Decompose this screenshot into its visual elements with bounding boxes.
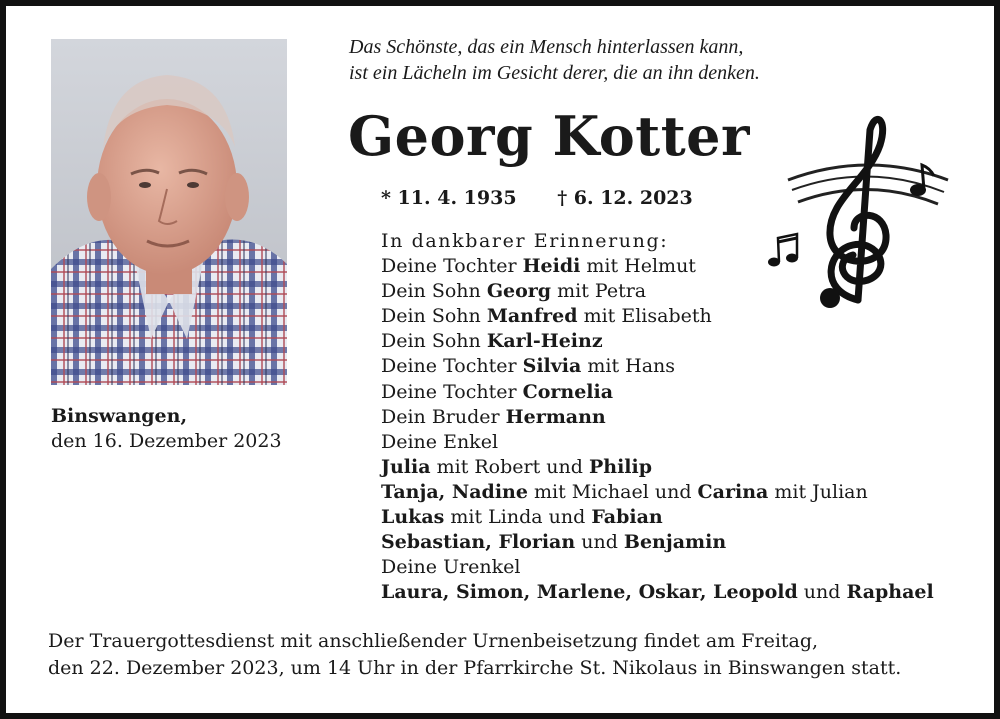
mourner-relation: mit Julian: [768, 480, 868, 503]
mourner-line: [381, 480, 934, 505]
mourner-name: Benjamin: [623, 531, 727, 554]
mourner-relation: Deine Urenkel: [381, 556, 521, 579]
mourner-relation: Dein Bruder: [381, 405, 506, 428]
mourner-name: Silvia: [522, 355, 582, 378]
place-town: Binswangen,: [51, 405, 188, 427]
service-line-2: den 22. Dezember 2023, um 14 Uhr in der Pfarrkirche St. Nikolaus in Binswangen statt.: [48, 657, 902, 679]
mourner-line: [381, 329, 934, 354]
place-date: den 16. Dezember 2023: [51, 430, 282, 452]
mourner-name: Cornelia: [522, 380, 614, 403]
mourner-relation: Deine Tochter: [381, 355, 523, 378]
portrait-photo: [51, 39, 287, 385]
mourner-relation: mit Elisabeth: [577, 305, 712, 328]
service-line-1: Der Trauergottesdienst mit anschließender Urnenbeisetzung findet am Freitag,: [48, 630, 819, 652]
mourner-relation: Deine Enkel: [381, 430, 499, 453]
mourner-line: [381, 555, 934, 580]
mourner-relation: mit Michael und: [527, 480, 698, 503]
mourner-relation: Dein Sohn: [381, 330, 487, 353]
obituary-card: [6, 6, 994, 713]
mourners-intro: In dankbarer Erinnerung:: [381, 230, 669, 252]
mourner-name: Julia: [381, 455, 431, 478]
mourner-name: Lukas: [381, 506, 445, 529]
birth-date: * 11. 4. 1935: [381, 187, 517, 209]
mourner-name: Laura, Simon, Marlene, Oskar, Leopold: [381, 581, 798, 604]
mourner-line: [381, 580, 934, 605]
place-and-date: [51, 404, 282, 454]
mourner-name: Sebastian, Florian: [381, 531, 576, 554]
mourner-name: Heidi: [522, 255, 581, 278]
life-dates: [381, 187, 693, 209]
quote-line-2: ist ein Lächeln im Gesicht derer, die an ihn denken.: [349, 62, 760, 84]
quote-line-1: Das Schönste, das ein Mensch hinterlassen kann,: [349, 36, 744, 58]
mourner-line: [381, 430, 934, 455]
mourner-relation: mit Hans: [581, 355, 676, 378]
mourner-relation: Deine Tochter: [381, 255, 523, 278]
mourner-relation: Dein Sohn: [381, 280, 487, 303]
mourner-name: Georg: [486, 280, 552, 303]
mourner-name: Manfred: [486, 305, 578, 328]
mourner-name: Tanja, Nadine: [381, 480, 528, 503]
death-date: † 6. 12. 2023: [557, 187, 693, 209]
mourner-line: [381, 354, 934, 379]
mourner-name: Hermann: [505, 405, 606, 428]
service-notice: [48, 628, 901, 682]
mourner-line: [381, 405, 934, 430]
mourner-relation: und: [797, 581, 847, 604]
mourner-line: [381, 530, 934, 555]
mourner-relation: Dein Sohn: [381, 305, 487, 328]
deceased-name: Georg Kotter: [348, 104, 750, 168]
mourner-line: [381, 380, 934, 405]
mourner-name: Fabian: [591, 506, 663, 529]
mourner-relation: mit Robert und: [430, 455, 589, 478]
mourner-relation: mit Petra: [551, 280, 647, 303]
mourner-name: Karl-Heinz: [486, 330, 603, 353]
mourner-name: Philip: [588, 455, 653, 478]
mourner-relation: Deine Tochter: [381, 380, 523, 403]
mourner-name: Carina: [697, 480, 769, 503]
memorial-quote: [349, 34, 760, 86]
mourner-line: [381, 455, 934, 480]
mourner-relation: mit Helmut: [580, 255, 696, 278]
treble-clef-music-notes-icon: [758, 110, 958, 320]
mourner-relation: und: [575, 531, 624, 554]
mourner-line: [381, 505, 934, 530]
mourner-relation: mit Linda und: [444, 506, 592, 529]
mourner-name: Raphael: [846, 581, 934, 604]
